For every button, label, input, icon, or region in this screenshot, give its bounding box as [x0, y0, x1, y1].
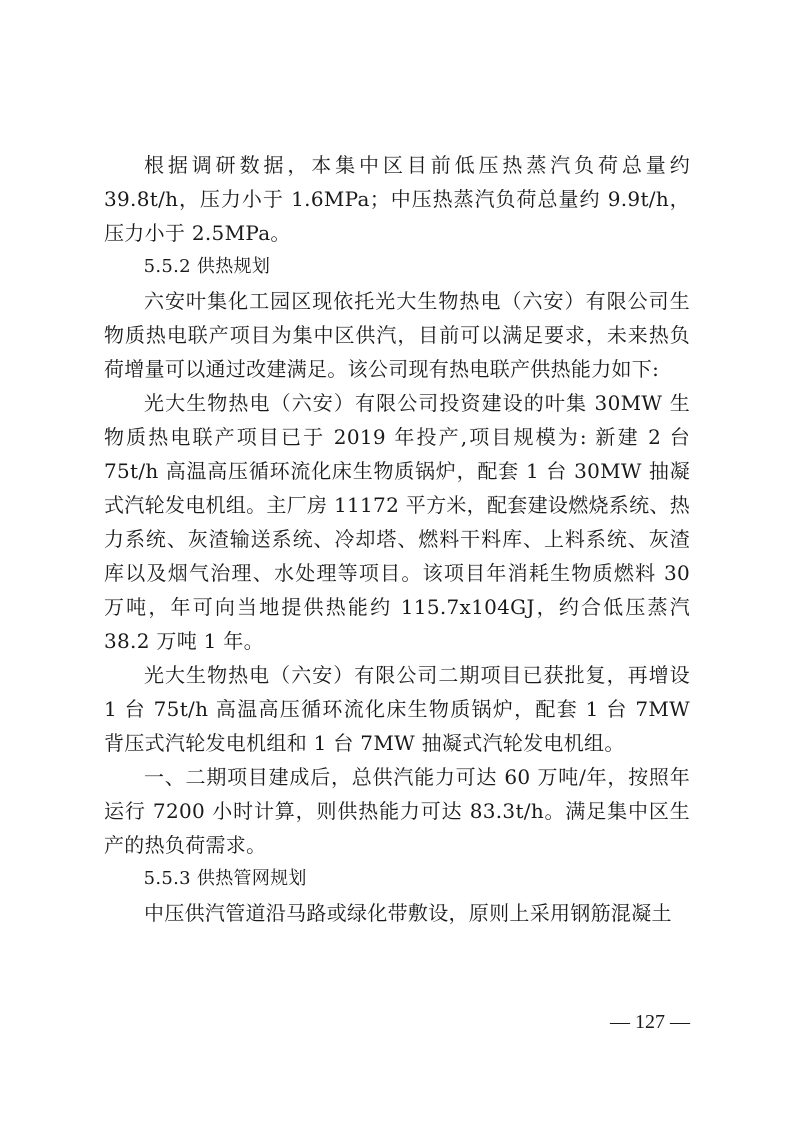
paragraph-project-phase-1: 光大生物热电（六安）有限公司投资建设的叶集 30MW 生物质热电联产项目已于 2019 年投产,项目规模为: 新建 2 台 75t/h 高温高压循环流化床生物质锅炉，配套 1 台 30MW 抽凝式汽轮发电机组。主厂房 11172 平方米，配套建设燃烧系统、热力系统、灰渣输送系统、冷却塔、燃料干料库、上料系统、灰渣库以及烟气治理、水处理等项目。该项目年消耗生物质燃料 30 万吨，年可向当地提供热能约 115.7x104GJ，约合低压蒸汽 38.2 万吨 1 年。 [104, 391, 690, 653]
paragraph-pipe-network: 中压供汽管道沿马路或绿化带敷设，原则上采用钢筋混凝土 [144, 901, 672, 925]
paragraph-heating-plan: 六安叶集化工园区现依托光大生物热电（六安）有限公司生物质热电联产项目为集中区供汽，目前可以满足要求，未来热负荷增量可以通过改建满足。该公司现有热电联产供热能力如下: [104, 289, 690, 381]
paragraph-heat-load: 根据调研数据，本集中区目前低压热蒸汽负荷总量约39.8t/h，压力小于 1.6MPa；中压热蒸汽负荷总量约 9.9t/h，压力小于 2.5MPa。 [104, 153, 690, 245]
page-number: — 127 — [610, 1011, 690, 1033]
section-heading-5-5-2: 5.5.2 供热规划 [143, 256, 271, 277]
document-body [104, 148, 690, 930]
section-heading-5-5-3: 5.5.3 供热管网规划 [143, 868, 307, 889]
paragraph-capacity: 一、二期项目建成后，总供汽能力可达 60 万吨/年，按照年运行 7200 小时计算，则供热能力可达 83.3t/h。满足集中区生产的热负荷需求。 [104, 765, 690, 857]
paragraph-project-phase-2: 光大生物热电（六安）有限公司二期项目已获批复，再增设 1 台 75t/h 高温高压循环流化床生物质锅炉，配套 1 台 7MW 背压式汽轮发电机组和 1 台 7MW 抽凝式汽轮发电机组。 [104, 663, 690, 755]
